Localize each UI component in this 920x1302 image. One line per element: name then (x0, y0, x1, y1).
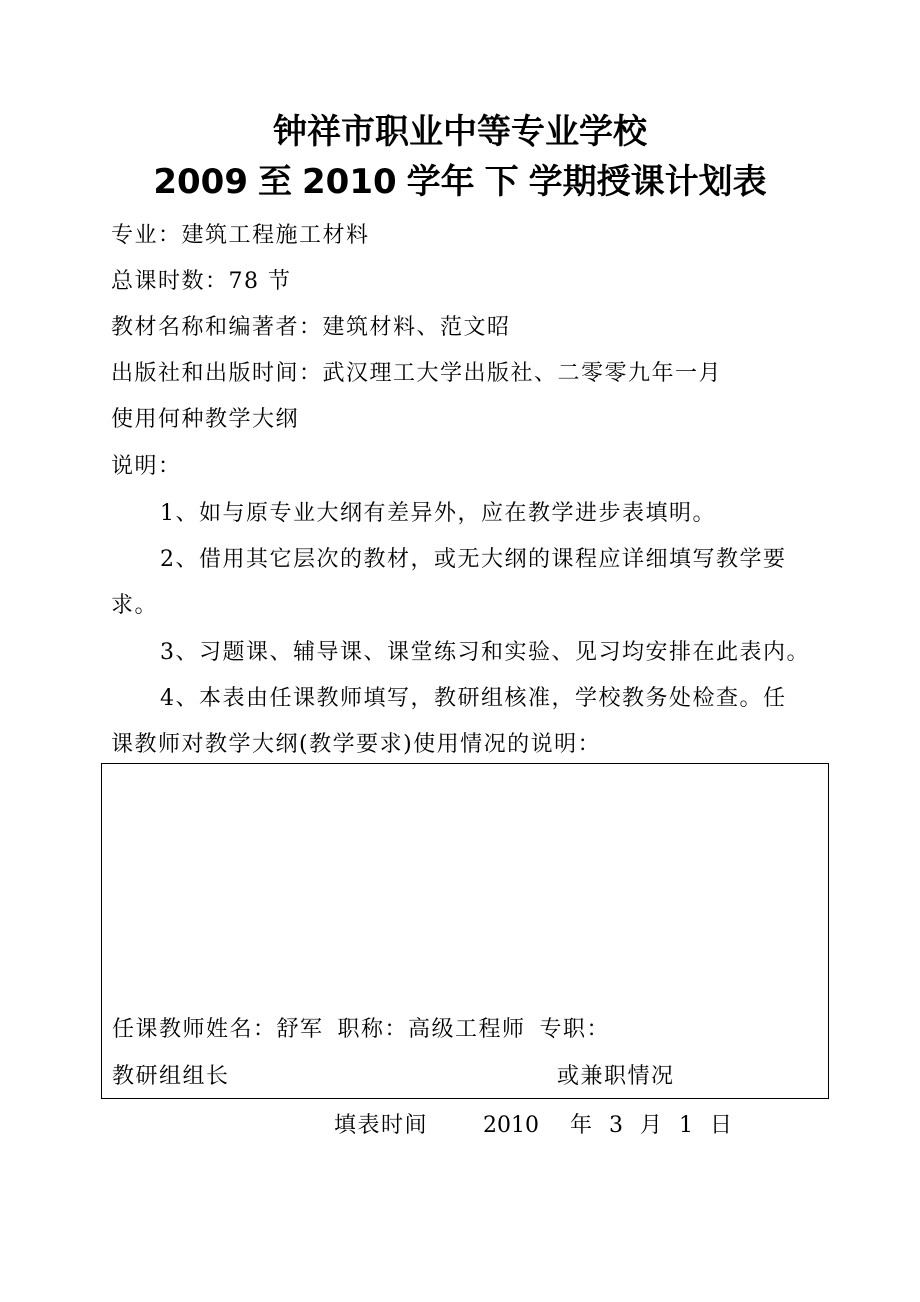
fill-day: 1 (679, 1113, 694, 1138)
textbook-line: 教材名称和编著者：建筑材料、范文昭 (111, 315, 511, 340)
academic-year-label: 学年 (406, 162, 475, 202)
fill-year: 2010 (483, 1113, 540, 1138)
parttime-label: 或兼职情况 (557, 1064, 675, 1089)
note-3: 3、习题课、辅导课、课堂练习和实验、见习均安排在此表内。 (160, 640, 810, 665)
fulltime-label: 专职： (539, 1017, 611, 1042)
plan-title (0, 162, 920, 202)
teacher-name: 任课教师姓名：舒军 (112, 1017, 324, 1042)
syllabus-usage-notes-box (101, 763, 829, 1099)
note-4-line-2: 课教师对教学大纲(教学要求)使用情况的说明： (111, 732, 602, 757)
day-unit: 日 (710, 1113, 733, 1138)
syllabus-line: 使用何种教学大纲 (111, 407, 300, 432)
teacher-title: 职称：高级工程师 (337, 1017, 526, 1042)
note-4-line-1: 4、本表由任课教师填写，教研组核准，学校教务处检查。任 (160, 686, 787, 711)
school-name-title: 钟祥市职业中等专业学校 (273, 112, 647, 152)
major-line: 专业：建筑工程施工材料 (111, 223, 370, 248)
year-unit: 年 (570, 1113, 593, 1138)
note-1: 1、如与原专业大纲有差异外，应在教学进步表填明。 (160, 501, 716, 526)
term-label: 下 (484, 162, 519, 202)
to-label: 至 (258, 162, 292, 202)
note-2-line-2: 求。 (111, 593, 159, 618)
teacher-info-row (112, 1015, 610, 1045)
fill-time-label: 填表时间 (334, 1113, 429, 1138)
plan-name: 学期授课计划表 (528, 162, 767, 202)
note-2-line-1: 2、借用其它层次的教材，或无大纲的课程应详细填写教学要 (160, 547, 787, 572)
year-start: 2009 (153, 162, 248, 202)
group-leader-label: 教研组组长 (112, 1064, 230, 1089)
fill-time-row (334, 1111, 732, 1141)
fill-month: 3 (609, 1113, 624, 1138)
notes-heading: 说明： (111, 454, 182, 479)
total-hours-line: 总课时数：78 节 (111, 269, 292, 294)
year-end: 2010 (302, 162, 397, 202)
publisher-line: 出版社和出版时间：武汉理工大学出版社、二零零九年一月 (111, 361, 723, 386)
month-unit: 月 (640, 1113, 663, 1138)
